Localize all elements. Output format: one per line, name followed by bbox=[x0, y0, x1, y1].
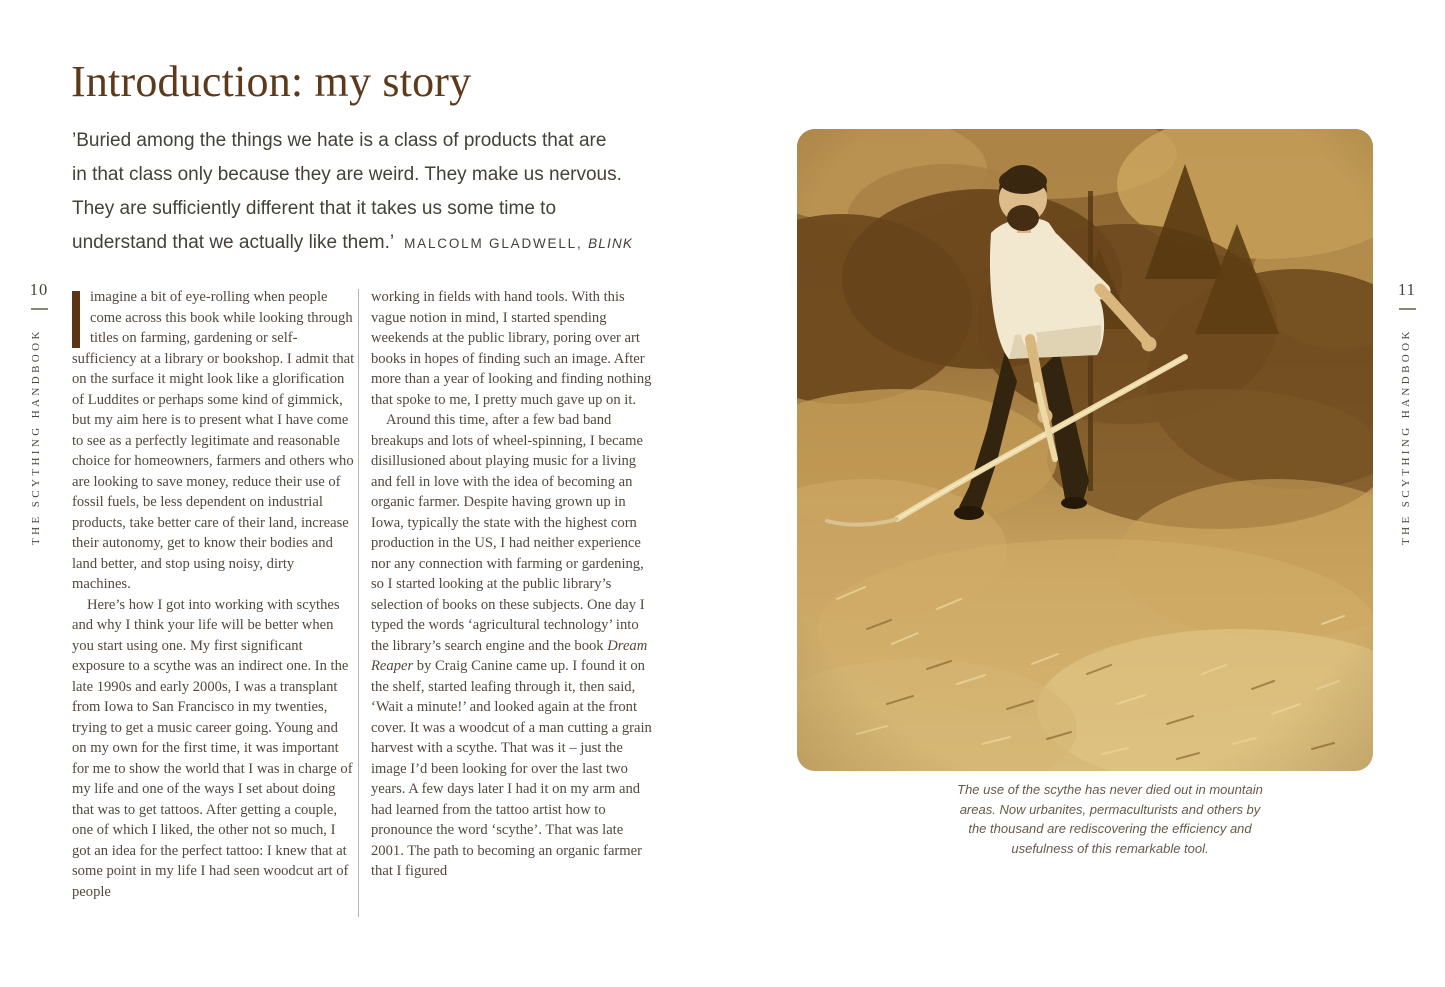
paragraph-text: Around this time, after a few bad band breakups and lots of wheel-spinning, I became disillusioned about playing music for a living and fell in love with the idea of becoming an organic farmer. Despite having grown up in Iowa, typically the state with the highest corn production in the US, I had neither experience nor any connection with farming or gardening, so I started looking at the public library’s selection of books on these subjects. One day I typed the words ‘agricultural technology’ into the library’s search engine and the book bbox=[371, 412, 645, 654]
epigraph-line: in that class only because they are weird. They make us nervous. bbox=[72, 164, 622, 185]
caption-line: usefulness of this remarkable tool. bbox=[1011, 840, 1209, 856]
epigraph bbox=[72, 124, 712, 261]
book-title-italic: Dream Reaper bbox=[371, 637, 648, 674]
page-number-left: 10 bbox=[29, 280, 49, 299]
page-title: Introduction: my story bbox=[71, 57, 472, 106]
paragraph bbox=[371, 410, 656, 882]
body-column-left bbox=[72, 287, 355, 927]
paragraph-text: imagine a bit of eye-rolling when people come across this book while looking through titles on farming, gardening or self-sufficiency at a library or bookshop. I admit that on the surface it might look like a glorification of Luddites or perhaps some kind of gimmick, but my aim here is to present what I have come to see as a perfectly legitimate and reasonable choice for homeowners, farmers and others who are looking to save money, reduce their use of fossil fuels, be less dependent on industrial products, take better care of their land, increase their autonomy, get to know their bodies and land better, and stop using noisy, dirty machines. bbox=[72, 289, 355, 592]
attribution-name: MALCOLM GLADWELL, bbox=[404, 236, 583, 251]
photo-figure bbox=[797, 129, 1373, 771]
page-number-rule-right bbox=[1399, 308, 1416, 310]
scythe-photo bbox=[797, 129, 1373, 771]
page-number-rule-left bbox=[31, 308, 48, 310]
paragraph bbox=[72, 287, 355, 595]
paragraph-text: by Craig Canine came up. I found it on the shelf, started leafing through it, then said, ‘Wait a minute!’ and looked again at the front cover. It was a woodcut of a man cutting a grain harvest with a scythe. That was it – just the image I’d been looking for over the last two years. A few days later I had it on my arm and had learned from the tattoo artist how to pronounce the word ‘scythe’. That was late 2001. The path to becoming an organic farmer that I figured bbox=[371, 658, 652, 879]
paragraph: working in fields with hand tools. With this vague notion in mind, I started spending weekends at the public library, poring over art books in hopes of finding such an image. After more than a year of looking and finding nothing that spoke to me, I pretty much gave up on it. bbox=[371, 289, 652, 408]
caption-line: areas. Now urbanites, permaculturists and others by bbox=[959, 801, 1261, 817]
epigraph-line: ’Buried among the things we hate is a class of products that are bbox=[72, 130, 607, 151]
epigraph-line bbox=[72, 226, 712, 261]
epigraph-quote-end: understand that we actually like them.’ bbox=[72, 232, 395, 253]
body-column-right bbox=[371, 287, 656, 927]
drop-cap bbox=[72, 291, 80, 348]
epigraph-attribution bbox=[404, 236, 633, 251]
photo-caption bbox=[940, 780, 1280, 858]
running-title-right: THE SCYTHING HANDBOOK bbox=[1400, 328, 1412, 545]
attribution-work: BLINK bbox=[588, 236, 634, 251]
epigraph-line: They are sufficiently different that it takes us some time to bbox=[72, 198, 557, 219]
page-number-right: 11 bbox=[1398, 280, 1416, 299]
caption-line: the thousand are rediscovering the efficiency and bbox=[968, 821, 1252, 836]
paragraph: Here’s how I got into working with scythes and why I think your life will be better when you start using one. My first significant exposure to a scythe was an indirect one. In the late 1990s and early 2000s, I was a transplant from Iowa to San Francisco in my twenties, trying to get a music career going. Young and on my own for the first time, it was important for me to show the world that I was in charge of my life and one of the ways I set about doing that was to get tattoos. After getting a couple, one of which I liked, the other not so much, I got an idea for the perfect tattoo: I knew that at some point in my life I had seen woodcut art of people bbox=[72, 596, 353, 900]
running-title-left: THE SCYTHING HANDBOOK bbox=[30, 328, 42, 545]
caption-line: The use of the scythe has never died out in mountain bbox=[957, 782, 1263, 797]
column-divider bbox=[358, 289, 359, 917]
